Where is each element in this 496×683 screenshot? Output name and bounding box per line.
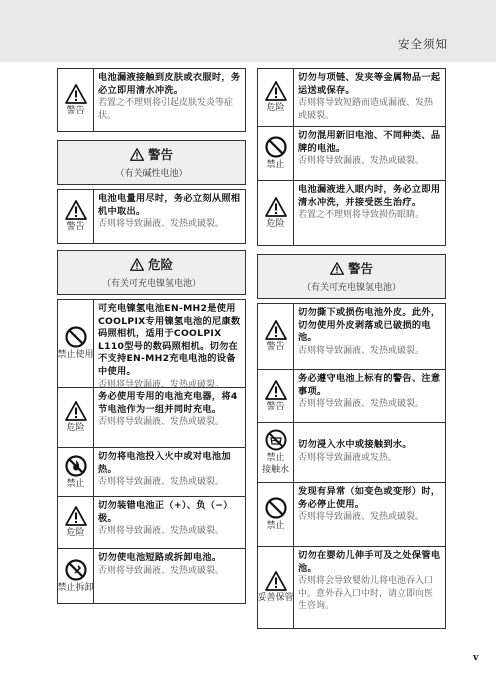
icon-label: 警告: [66, 222, 85, 232]
consequence-text: 否则将导致漏液、发热或破裂。: [98, 565, 225, 576]
prohibited-row: [257, 482, 446, 546]
instruction-text: 切勿将电池投入火中或对电池加热。: [98, 451, 231, 475]
instruction-text: 切勿浸入水中或接触到水。: [298, 439, 412, 450]
instruction-text: 电池漏液进入眼内时，务必立即用清水冲洗，并接受医生治疗。: [298, 184, 441, 208]
icon-label: 警告: [266, 342, 285, 352]
warning-header-alkaline: [57, 140, 246, 185]
danger-header-nimh: [57, 250, 246, 295]
warning-icon: [265, 197, 287, 217]
icon-label: 禁止使用: [57, 350, 94, 360]
consequence-text: 否则将导致漏液、发热或破裂。: [98, 526, 225, 537]
warning-icon: [65, 200, 87, 220]
warning-icon: [265, 81, 287, 101]
icon-label: 危险: [66, 528, 85, 538]
warning-row: [257, 303, 446, 369]
icon-label: 危险: [266, 218, 285, 229]
header-subtitle: （有关碱性电池）: [115, 169, 188, 179]
warning-icon: [65, 401, 87, 421]
instruction-text: 电池漏液接触到皮肤或衣服时，务必立即用清水冲洗。: [98, 72, 241, 96]
header-title: 警告: [147, 147, 173, 162]
prohibited-row: [257, 126, 446, 180]
consequence-text: 否则将导致漏液或发热。: [298, 452, 398, 463]
consequence-text: 否则将导致漏液、发热或破裂。: [98, 219, 225, 230]
icon-label: 危险: [266, 103, 285, 113]
header-subtitle: （有关可充电镍氢电池）: [101, 279, 201, 289]
danger-row: [57, 548, 246, 604]
no-water-icon: [265, 429, 287, 451]
instruction-text: 务必遵守电池上标有的警告、注意事项。: [298, 373, 441, 397]
icon-label: 接触水: [261, 465, 289, 475]
header-title: 危险: [147, 257, 173, 272]
warning-header-nimh: [257, 254, 446, 299]
consequence-text: 否则将导致漏液、发热或破裂。: [98, 477, 225, 488]
instruction-text: 切勿使电池短路或拆卸电池。: [98, 552, 222, 563]
icon-label: 禁止: [66, 478, 85, 489]
prohibited-icon: [265, 497, 287, 519]
consequence-text: 否则将导致漏液、发热或破裂。: [98, 417, 225, 428]
danger-row: [57, 447, 246, 496]
warning-icon: [265, 320, 287, 340]
consequence-text: 否则将导致漏液、发热或破裂。: [98, 379, 225, 390]
no-water-row: [257, 422, 446, 482]
icon-label: 妥善保管: [257, 593, 294, 603]
danger-row: [257, 180, 446, 246]
consequence-text: 否则将导致漏液、发热或破裂。: [298, 156, 425, 167]
no-fire-icon: [65, 455, 87, 477]
prohibited-icon: [265, 136, 287, 158]
instruction-text: 切勿在婴幼儿伸手可及之处保管电池。: [298, 550, 441, 574]
instruction-text: 切勿混用新旧电池、不同种类、品牌的电池。: [298, 130, 441, 154]
warning-icon: [265, 571, 287, 591]
icon-label: 禁止: [266, 521, 285, 531]
icon-label: 警告: [66, 105, 85, 116]
icon-label-top: 禁止: [266, 453, 285, 463]
warning-row: [57, 68, 246, 132]
warning-icon: [65, 84, 87, 104]
storage-row: [257, 546, 446, 629]
warning-icon: [265, 380, 287, 400]
top-bar: [0, 0, 496, 62]
instruction-text: 务必使用专用的电池充电器，将4节电池作为一组并同时充电。: [98, 391, 238, 415]
consequence-text: 否则将导致短路而造成漏液、发热或破裂。: [298, 98, 434, 121]
consequence-text: 若置之不理则将引起皮肤发炎等症状。: [98, 98, 234, 121]
consequence-text: 否则将导致漏液、发热或破裂。: [298, 345, 425, 356]
warning-icon: [130, 148, 144, 161]
header-subtitle: （有关可充电镍氢电池）: [301, 283, 401, 293]
consequence-text: 否则将导致漏液、发热或破裂。: [298, 512, 425, 523]
section-title: 安全须知: [398, 37, 448, 51]
consequence-text: 否则将会导致婴幼儿将电池吞入口中。意外吞入口中时，请立即向医生咨询。: [298, 576, 434, 612]
page-number: v: [473, 652, 479, 663]
warning-row: [57, 189, 246, 244]
right-column: [257, 68, 446, 633]
instruction-text: 切勿与项链、发夹等金属物品一起运送或保存。: [298, 72, 441, 96]
danger-row: [257, 68, 446, 126]
no-disassemble-icon: [65, 559, 87, 581]
consequence-text: 否则将导致漏液、发热或破裂。: [298, 399, 425, 410]
instruction-text: 发现有异常（如变色或变形）时，务必停止使用。: [298, 486, 441, 510]
danger-row: [57, 299, 246, 390]
header-title: 警告: [347, 261, 373, 276]
icon-label: 禁止: [266, 160, 285, 170]
icon-label: 禁止拆卸: [57, 582, 94, 593]
icon-label: 警告: [266, 401, 285, 412]
icon-label: 危险: [66, 423, 85, 433]
danger-row: [57, 496, 246, 548]
warning-icon: [65, 506, 87, 526]
instruction-text: 切勿撕下或损伤电池外皮。此外，切勿使用外皮剥落或已破损的电池。: [298, 307, 441, 344]
instruction-text: 切勿装错电池正（+）、负（−）极。: [98, 500, 233, 524]
consequence-text: 若置之不理则将导致损伤眼睛。: [298, 210, 425, 221]
warning-icon: [330, 262, 344, 275]
prohibited-icon: [65, 326, 87, 348]
warning-icon: [130, 258, 144, 271]
left-column: [57, 68, 246, 608]
instruction-text: 可充电镍氢电池EN-MH2是使用COOLPIX专用镍氢电池的尼康数码照相机，适用于COOLPIX L110型号的数码照相机。切勿在不支持EN-MH2充电电池的设备中使用。: [98, 303, 241, 377]
warning-row: [257, 369, 446, 422]
danger-row: [57, 387, 246, 447]
instruction-text: 电池电量用尽时，务必立刻从照相机中取出。: [98, 193, 241, 217]
